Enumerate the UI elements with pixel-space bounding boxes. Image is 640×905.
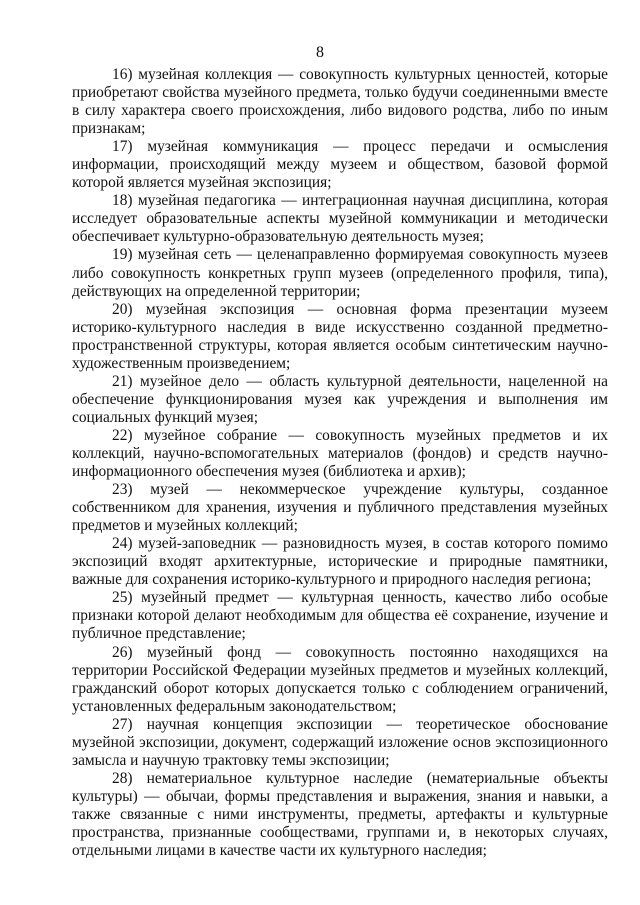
definition-paragraph: 17) музейная коммуникация — процесс передачи и осмысления информации, происходящий между музеем и обществом, базовой формой которой является музейная экспозиция; <box>72 138 608 192</box>
definition-paragraph: 18) музейная педагогика — интеграционная научная дисциплина, которая исследует образовательные аспекты музейной коммуникации и методически обеспечивает культурно-образовательную деятельность музея; <box>72 192 608 246</box>
page-number: 8 <box>316 44 324 61</box>
definition-paragraph: 25) музейный предмет — культурная ценность, качество либо особые признаки которой делают необходимым для общества её сохранение, изучение и публичное представление; <box>72 589 608 643</box>
definition-paragraph: 26) музейный фонд — совокупность постоянно находящихся на территории Российской Федерации музейных предметов и музейных коллекций, гражданский оборот которых допускается только с соблюдением ограничений, установленных федеральным законодательством; <box>72 643 608 715</box>
document-body <box>72 66 608 860</box>
definition-paragraph: 22) музейное собрание — совокупность музейных предметов и их коллекций, научно-вспомогательных материалов (фондов) и средств научно-информационного обеспечения музея (библиотека и архив); <box>72 426 608 481</box>
definition-paragraph: 20) музейная экспозиция — основная форма презентации музеем историко-культурного наследия в виде искусственно созданной предметно-пространственной структуры, которая является особым синтетическим научно-художественным произведением; <box>72 300 608 372</box>
definition-paragraph: 28) нематериальное культурное наследие (нематериальные объекты культуры) — обычаи, формы представления и выражения, знания и навыки, а также связанные с ними инструменты, предметы, артефакты и культурные пространства, признанные сообществами, группами и, в некоторых случаях, отдельными лицами в качестве части их культурного наследия; <box>72 769 608 860</box>
definition-paragraph: 19) музейная сеть — целенаправленно формируемая совокупность музеев либо совокупность конкретных групп музеев (определенного профиля, типа), действующих на определенной территории; <box>72 246 608 300</box>
definition-paragraph: 27) научная концепция экспозиции — теоретическое обоснование музейной экспозиции, документ, содержащий изложение основ экспозиционного замысла и научную трактовку темы экспозиции; <box>72 715 608 769</box>
definition-paragraph: 23) музей — некоммерческое учреждение культуры, созданное собственником для хранения, изучения и публичного представления музейных предметов и музейных коллекций; <box>72 481 608 535</box>
definition-paragraph: 24) музей-заповедник — разновидность музея, в состав которого помимо экспозиций входят архитектурные, исторические и природные памятники, важные для сохранения историко-культурного и природного наследия региона; <box>72 535 608 589</box>
definition-paragraph: 16) музейная коллекция — совокупность культурных ценностей, которые приобретают свойства музейного предмета, только будучи соединенными вместе в силу характера своего происхождения, либо видового родства, либо по иным признакам; <box>72 66 608 138</box>
definition-paragraph: 21) музейное дело — область культурной деятельности, нацеленной на обеспечение функционирования музея как учреждения и выполнения им социальных функций музея; <box>72 372 608 426</box>
